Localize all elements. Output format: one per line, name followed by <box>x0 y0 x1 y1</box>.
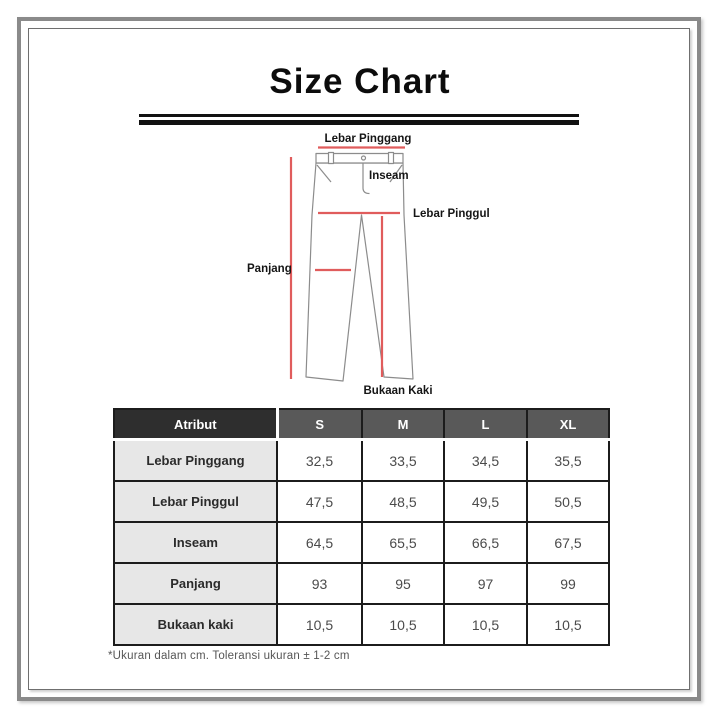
cell-value: 93 <box>277 563 362 604</box>
label-inseam: Inseam <box>369 170 409 182</box>
cell-value: 49,5 <box>444 481 527 522</box>
table-row <box>114 604 609 645</box>
cell-value: 10,5 <box>277 604 362 645</box>
label-hip: Lebar Pinggul <box>413 208 490 220</box>
cell-value: 65,5 <box>362 522 444 563</box>
cell-value: 48,5 <box>362 481 444 522</box>
table-header-row <box>114 409 609 440</box>
cell-value: 34,5 <box>444 440 527 482</box>
page-title: Size Chart <box>269 62 451 101</box>
title-rule-thin <box>139 114 579 117</box>
row-label: Lebar Pinggang <box>114 440 277 482</box>
column-header-xl: XL <box>527 409 609 440</box>
cell-value: 64,5 <box>277 522 362 563</box>
row-label: Lebar Pinggul <box>114 481 277 522</box>
cell-value: 10,5 <box>362 604 444 645</box>
label-waist: Lebar Pinggang <box>324 133 412 145</box>
pants-outline <box>306 153 413 382</box>
size-table <box>113 408 610 646</box>
size-tolerance-footnote: *Ukuran dalam cm. Toleransi ukuran ± 1-2 cm <box>108 650 350 662</box>
table-row <box>114 440 609 482</box>
table-row <box>114 522 609 563</box>
cell-value: 67,5 <box>527 522 609 563</box>
row-label: Bukaan kaki <box>114 604 277 645</box>
column-header-atribut: Atribut <box>114 409 277 440</box>
pants-measurement-diagram <box>228 126 512 404</box>
label-length: Panjang <box>247 263 292 275</box>
column-header-l: L <box>444 409 527 440</box>
label-leg-opening: Bukaan Kaki <box>363 385 433 397</box>
cell-value: 10,5 <box>444 604 527 645</box>
column-header-m: M <box>362 409 444 440</box>
title-rule-thick <box>139 120 579 125</box>
cell-value: 95 <box>362 563 444 604</box>
cell-value: 33,5 <box>362 440 444 482</box>
cell-value: 50,5 <box>527 481 609 522</box>
cell-value: 32,5 <box>277 440 362 482</box>
cell-value: 35,5 <box>527 440 609 482</box>
table-row <box>114 563 609 604</box>
cell-value: 97 <box>444 563 527 604</box>
cell-value: 99 <box>527 563 609 604</box>
row-label: Panjang <box>114 563 277 604</box>
cell-value: 47,5 <box>277 481 362 522</box>
row-label: Inseam <box>114 522 277 563</box>
cell-value: 10,5 <box>527 604 609 645</box>
table-row <box>114 481 609 522</box>
cell-value: 66,5 <box>444 522 527 563</box>
column-header-s: S <box>277 409 362 440</box>
